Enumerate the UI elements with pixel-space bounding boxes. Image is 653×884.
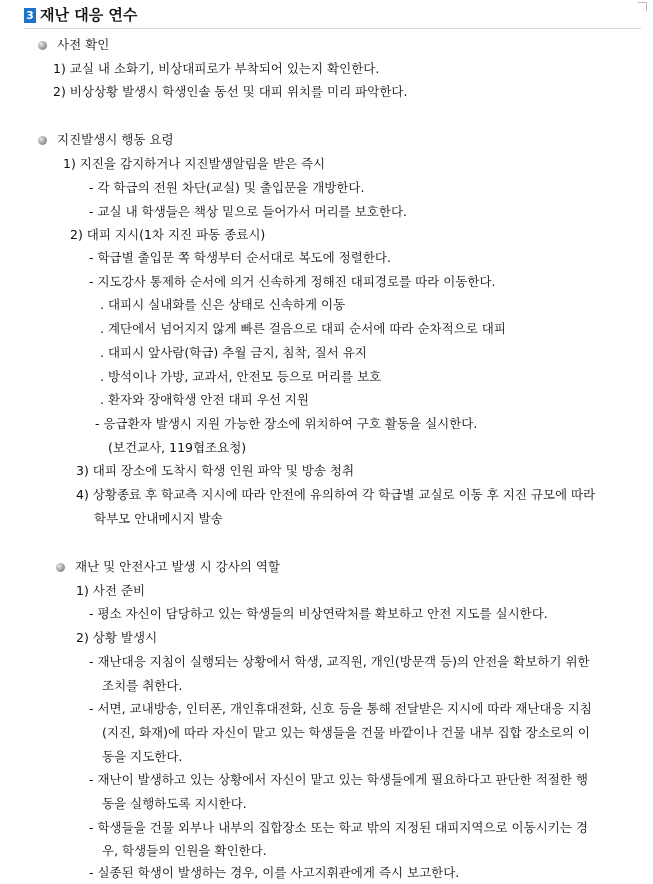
subsection-title: 사전 확인 bbox=[57, 37, 110, 52]
list-item: - 재난이 발생하고 있는 상황에서 자신이 맡고 있는 학생들에게 필요하다고 판단한 적절한 행 bbox=[89, 772, 588, 787]
bullet-icon bbox=[56, 563, 65, 572]
list-item: . 대피시 실내화를 신은 상태로 신속하게 이동 bbox=[100, 297, 346, 312]
list-item: - 실종된 학생이 발생하는 경우, 이를 사고지휘관에게 즉시 보고한다. bbox=[89, 865, 460, 880]
list-item: . 대피시 앞사람(학급) 추월 금지, 침착, 질서 유지 bbox=[100, 345, 367, 360]
list-item: (지진, 화재)에 따라 자신이 맡고 있는 학생들을 건물 바깥이나 건물 내부 집합 장소로의 이 bbox=[102, 725, 591, 740]
list-item: . 환자와 장애학생 안전 대피 우선 지원 bbox=[100, 392, 309, 407]
list-item: (보건교사, 119협조요청) bbox=[108, 440, 247, 455]
list-item: - 재난대응 지침이 실행되는 상황에서 학생, 교직원, 개인(방문객 등)의 안전을 확보하기 위한 bbox=[89, 654, 590, 669]
list-item: 2) 대피 지시(1차 지진 파동 종료시) bbox=[70, 227, 266, 242]
list-item: - 응급환자 발생시 지원 가능한 장소에 위치하여 구호 활동을 실시한다. bbox=[95, 416, 478, 431]
list-item: 2) 상황 발생시 bbox=[76, 630, 158, 645]
list-item: - 학생들을 건물 외부나 내부의 집합장소 또는 학교 밖의 지정된 대피지역으로 이동시키는 경 bbox=[89, 820, 588, 835]
list-item: 우, 학생들의 인원을 확인한다. bbox=[102, 843, 267, 858]
section-header bbox=[24, 4, 137, 26]
list-item: 3) 대피 장소에 도착시 학생 인원 파악 및 방송 청취 bbox=[76, 463, 355, 478]
list-item: . 계단에서 넘어지지 않게 빠른 걸음으로 대피 순서에 따라 순차적으로 대피 bbox=[100, 321, 506, 336]
header-rule bbox=[24, 28, 641, 29]
section-number-badge: 3 bbox=[24, 8, 36, 23]
subsection-title: 지진발생시 행동 요령 bbox=[57, 132, 174, 147]
subsection-heading bbox=[38, 36, 109, 54]
list-item: - 교실 내 학생들은 책상 밑으로 들어가서 머리를 보호한다. bbox=[89, 204, 407, 219]
page-corner-mark bbox=[638, 2, 647, 11]
bullet-icon bbox=[38, 136, 47, 145]
bullet-icon bbox=[38, 41, 47, 50]
subsection-heading bbox=[38, 131, 174, 149]
section-title: 재난 대응 연수 bbox=[40, 6, 138, 24]
list-item: - 지도강사 통제하 순서에 의거 신속하게 정해진 대피경로를 따라 이동한다. bbox=[89, 274, 496, 289]
list-item: - 학급별 출입문 쪽 학생부터 순서대로 복도에 정렬한다. bbox=[89, 250, 391, 265]
list-item: 조치를 취한다. bbox=[102, 678, 183, 693]
list-item: - 평소 자신이 담당하고 있는 학생들의 비상연락처를 확보하고 안전 지도를 실시한다. bbox=[89, 606, 548, 621]
list-item: 1) 교실 내 소화기, 비상대피로가 부착되어 있는지 확인한다. bbox=[53, 61, 380, 76]
subsection-title: 재난 및 안전사고 발생 시 강사의 역할 bbox=[75, 559, 280, 574]
list-item: 2) 비상상황 발생시 학생인솔 동선 및 대피 위치를 미리 파악한다. bbox=[53, 84, 408, 99]
list-item: 1) 사전 준비 bbox=[76, 583, 146, 598]
subsection-heading bbox=[56, 558, 280, 576]
list-item: 학부모 안내메시지 발송 bbox=[94, 511, 223, 526]
list-item: . 방석이나 가방, 교과서, 안전모 등으로 머리를 보호 bbox=[100, 369, 382, 384]
list-item: 동을 지도한다. bbox=[102, 749, 183, 764]
list-item: 1) 지진을 감지하거나 지진발생알림을 받은 즉시 bbox=[63, 156, 326, 171]
list-item: 4) 상황종료 후 학교측 지시에 따라 안전에 유의하여 각 학급별 교실로 이동 후 지진 규모에 따라 bbox=[76, 487, 596, 502]
list-item: - 서면, 교내방송, 인터폰, 개인휴대전화, 신호 등을 통해 전달받은 지시에 따라 재난대응 지침 bbox=[89, 701, 592, 716]
list-item: 동을 실행하도록 지시한다. bbox=[102, 796, 247, 811]
list-item: - 각 학급의 전원 차단(교실) 및 출입문을 개방한다. bbox=[89, 180, 365, 195]
